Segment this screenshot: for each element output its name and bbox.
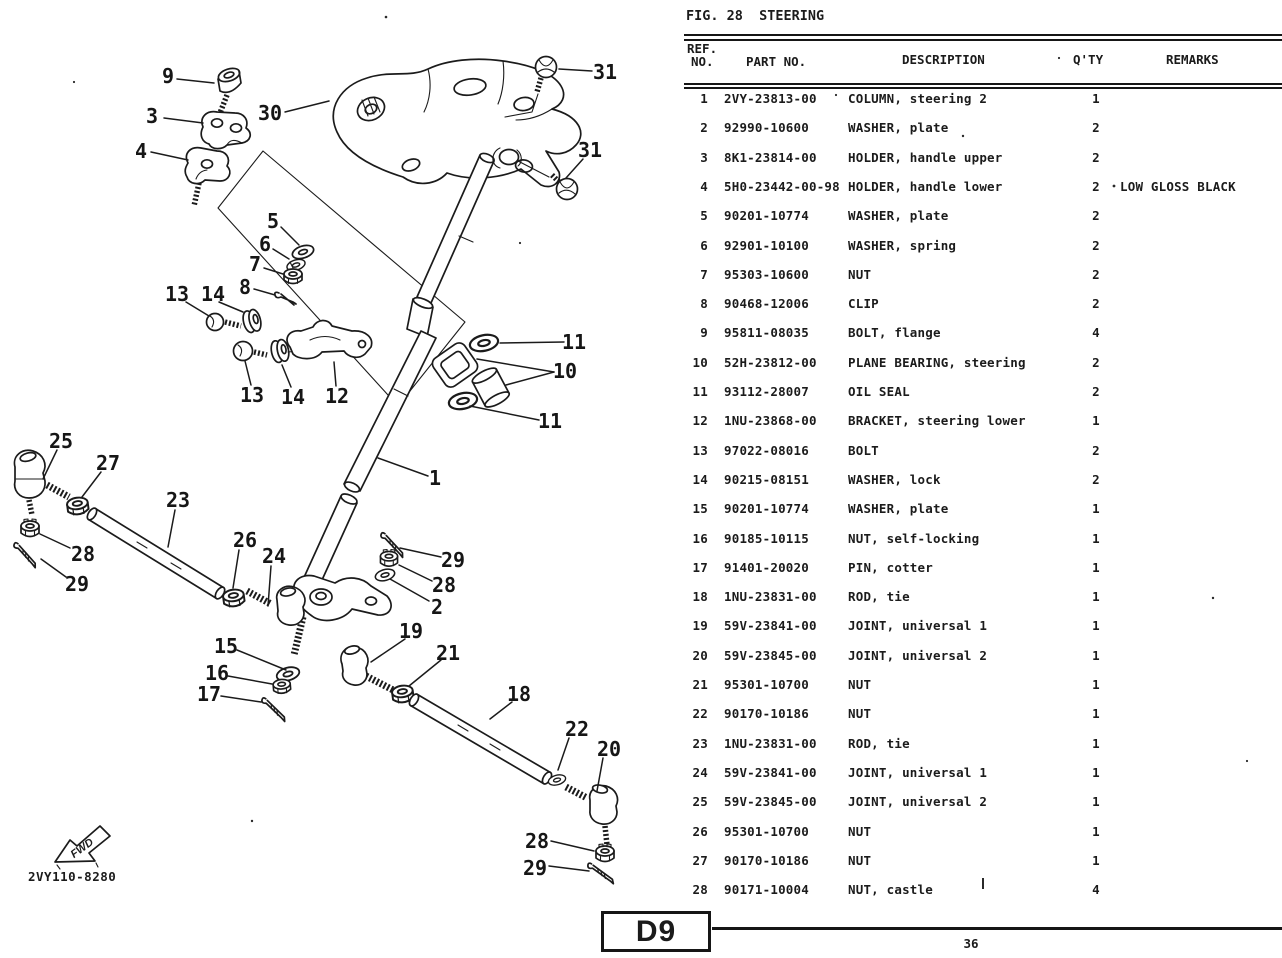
part-tie-rod-18 [408, 692, 554, 785]
cell-description: BOLT [848, 442, 879, 458]
callout-label-2: 2 [430, 595, 444, 619]
part-oil-seal-11-lower [447, 390, 478, 411]
cell-part-no: 90215-08151 [724, 471, 809, 487]
cell-qty: 4 [1092, 882, 1100, 898]
cell-qty: 1 [1092, 413, 1100, 429]
part-clip-8 [275, 292, 296, 305]
cell-ref-no: 28 [692, 882, 708, 898]
part-bolt-13-upper [207, 314, 242, 331]
cell-remarks: LOW GLOSS BLACK [1120, 178, 1236, 194]
cell-description: PIN, cotter [848, 559, 933, 575]
callout-label-14: 14 [280, 385, 306, 409]
leader-line-13 [245, 361, 251, 385]
part-nut-7 [284, 269, 302, 284]
part-cotter-pin-29-bottom [585, 863, 617, 884]
cell-qty: 4 [1092, 325, 1100, 341]
callout-layer [40, 60, 621, 880]
part-holder-3 [201, 112, 250, 149]
cell-description: NUT [848, 266, 872, 282]
table-row [682, 377, 1282, 406]
cell-qty: 1 [1092, 647, 1100, 663]
callout-label-12: 12 [324, 384, 350, 408]
cell-part-no: 95303-10600 [724, 266, 809, 282]
leader-line-28 [40, 534, 70, 548]
cell-part-no: 90201-10774 [724, 501, 809, 517]
cell-qty: 2 [1092, 471, 1100, 487]
header-ref-line2: NO. [691, 54, 714, 69]
cell-ref-no: 9 [700, 325, 708, 341]
cell-ref-no: 1 [700, 91, 708, 106]
cell-part-no: 92901-10100 [724, 237, 809, 253]
part-nut-16 [273, 679, 291, 694]
callout-label-25: 25 [48, 429, 74, 453]
cell-description: JOINT, universal 1 [848, 764, 988, 780]
table-row [682, 670, 1282, 699]
callout-label-3: 3 [145, 104, 159, 128]
cell-ref-no: 5 [700, 208, 708, 224]
callout-label-15: 15 [213, 634, 239, 658]
callout-label-27: 27 [95, 451, 121, 475]
header-qty: Q'TY [1073, 52, 1104, 67]
cell-part-no: 59V-23841-00 [724, 764, 817, 780]
cell-ref-no: 23 [692, 735, 708, 751]
callout-label-7: 7 [248, 252, 262, 276]
cell-description: BRACKET, steering lower [848, 413, 1026, 429]
cell-description: CLIP [848, 296, 879, 312]
cell-part-no: 90468-12006 [724, 296, 809, 312]
table-row [682, 611, 1282, 640]
part-holder-4 [185, 148, 230, 206]
table-row [682, 172, 1282, 201]
part-bolt-13-lower [234, 342, 268, 361]
cell-part-no: 52H-23812-00 [724, 354, 817, 370]
cell-ref-no: 20 [692, 647, 708, 663]
header-ref-line1: REF. [687, 41, 718, 56]
leader-line-5 [281, 227, 299, 245]
leader-line-4 [151, 152, 188, 160]
cell-part-no: 59V-23841-00 [724, 618, 817, 634]
fwd-arrow-icon [55, 826, 110, 869]
callout-label-18: 18 [506, 682, 532, 706]
part-tie-rod-23 [85, 507, 226, 601]
cell-ref-no: 22 [692, 706, 708, 722]
table-row [682, 787, 1282, 816]
leader-line-15 [237, 650, 286, 670]
cell-part-no: 1NU-23868-00 [724, 413, 817, 429]
leader-line-29 [400, 548, 441, 557]
cell-description: WASHER, plate [848, 208, 949, 224]
callout-label-31: 31 [577, 138, 603, 162]
cell-description: OIL SEAL [848, 384, 910, 399]
callout-label-30: 30 [257, 101, 283, 125]
cell-description: ROD, tie [848, 589, 910, 605]
cell-ref-no: 3 [700, 149, 708, 165]
table-rule-top-2 [684, 39, 1282, 41]
leader-line-11 [470, 406, 539, 420]
cell-qty: 1 [1092, 706, 1100, 722]
leader-line-23 [168, 510, 175, 547]
callout-label-13: 13 [239, 383, 265, 407]
cell-qty: 1 [1092, 823, 1100, 839]
cell-qty: 2 [1092, 296, 1100, 312]
cell-description: NUT, castle [848, 882, 933, 898]
leader-line-29 [41, 559, 66, 577]
leader-line-22 [558, 738, 569, 770]
section-code-box [601, 911, 711, 952]
cell-qty: 2 [1092, 149, 1100, 165]
cell-part-no: 93112-28007 [724, 384, 809, 399]
part-castle-nut-28-left [21, 519, 39, 537]
callout-label-28: 28 [70, 542, 96, 566]
cell-description: WASHER, plate [848, 120, 949, 136]
cell-part-no: 90201-10774 [724, 208, 809, 224]
cell-description: NUT, self-locking [848, 530, 980, 546]
cell-description: HOLDER, handle upper [848, 149, 1003, 165]
page-number: 36 [963, 936, 979, 951]
callout-label-11: 11 [537, 409, 563, 433]
callout-label-24: 24 [261, 544, 287, 568]
table-row [682, 231, 1282, 260]
callout-label-17: 17 [196, 682, 222, 706]
cell-ref-no: 16 [692, 530, 708, 546]
part-cotter-pin-17 [258, 697, 290, 721]
cell-part-no: 91401-20020 [724, 559, 809, 575]
header-remarks: REMARKS [1166, 52, 1219, 67]
callout-label-14: 14 [200, 282, 226, 306]
cell-description: BOLT, flange [848, 325, 941, 341]
table-row [682, 84, 1282, 113]
cell-qty: 1 [1092, 618, 1100, 634]
leader-line-8 [254, 289, 275, 295]
cell-description: JOINT, universal 2 [848, 794, 988, 810]
cell-part-no: 95811-08035 [724, 325, 809, 341]
part-bracket-30 [333, 59, 580, 186]
callout-label-10: 10 [552, 359, 578, 383]
cell-qty: 1 [1092, 91, 1100, 106]
bottom-rule [712, 927, 1282, 930]
cell-ref-no: 21 [692, 677, 708, 692]
cell-part-no: 90185-10115 [724, 530, 809, 546]
cell-ref-no: 11 [692, 384, 708, 399]
table-row [682, 758, 1282, 787]
part-nut-27 [66, 496, 89, 515]
leader-line-28 [399, 565, 432, 581]
cell-description: WASHER, spring [848, 237, 957, 253]
callout-label-9: 9 [161, 64, 175, 88]
cell-qty: 2 [1092, 178, 1100, 194]
table-row [682, 582, 1282, 611]
cell-qty: 1 [1092, 530, 1100, 546]
table-row [682, 143, 1282, 172]
table-row [682, 201, 1282, 230]
part-castle-nut-28-bottom [596, 844, 614, 862]
table-row [682, 817, 1282, 846]
callout-label-29: 29 [522, 856, 548, 880]
cell-ref-no: 17 [692, 559, 708, 575]
callout-label-13: 13 [164, 282, 190, 306]
callout-label-6: 6 [258, 232, 272, 256]
cell-ref-no: 14 [692, 471, 708, 487]
cell-description: PLANE BEARING, steering [848, 354, 1026, 370]
cell-qty: 1 [1092, 677, 1100, 692]
leader-line-16 [228, 676, 272, 684]
cell-ref-no: 19 [692, 618, 708, 634]
cell-ref-no: 27 [692, 852, 708, 868]
cell-ref-no: 6 [700, 237, 708, 253]
leader-line-30 [285, 101, 329, 112]
cell-description: ROD, tie [848, 735, 910, 751]
cell-description: NUT [848, 852, 872, 868]
cell-ref-no: 8 [700, 296, 708, 312]
callout-label-20: 20 [596, 737, 622, 761]
cell-part-no: 2VY-23813-00 [724, 91, 817, 106]
cell-qty: 1 [1092, 852, 1100, 868]
cell-part-no: 8K1-23814-00 [724, 149, 817, 165]
callout-label-19: 19 [398, 619, 424, 643]
callout-label-11: 11 [561, 330, 587, 354]
cell-qty: 2 [1092, 442, 1100, 458]
section-code: D9 [635, 914, 677, 948]
leader-line-2 [390, 579, 429, 601]
header-description: DESCRIPTION [902, 52, 985, 67]
cell-part-no: 90170-10186 [724, 706, 809, 722]
part-joint-24 [247, 586, 305, 625]
cell-qty: 1 [1092, 559, 1100, 575]
cell-qty: 2 [1092, 354, 1100, 370]
cell-ref-no: 12 [692, 413, 708, 429]
table-row [682, 465, 1282, 494]
cell-ref-no: 24 [692, 764, 708, 780]
part-washer-14-upper [241, 308, 263, 333]
figure-title: FIG. 28 STEERING [686, 8, 825, 24]
callout-label-31: 31 [592, 60, 618, 84]
part-nut-26 [222, 588, 245, 607]
table-row [682, 729, 1282, 758]
drawing-code: 2VY110-8280 [28, 869, 117, 884]
cell-ref-no: 25 [692, 794, 708, 810]
cell-description: WASHER, lock [848, 471, 941, 487]
cell-qty: 2 [1092, 384, 1100, 399]
table-row [682, 494, 1282, 523]
cell-description: WASHER, plate [848, 501, 949, 517]
cell-qty: 2 [1092, 120, 1100, 136]
table-row [682, 553, 1282, 582]
cell-qty: 1 [1092, 764, 1100, 780]
leader-line-14 [282, 365, 291, 387]
table-rule-top-1 [684, 34, 1282, 36]
cell-part-no: 5H0-23442-00-98 [724, 178, 840, 194]
callout-label-26: 26 [232, 528, 258, 552]
leader-line-10 [506, 372, 554, 385]
cell-description: NUT [848, 823, 872, 839]
leader-line-11 [500, 342, 564, 343]
table-row [682, 348, 1282, 377]
cell-part-no: 59V-23845-00 [724, 794, 817, 810]
leader-line-29 [549, 866, 589, 871]
table-row [682, 260, 1282, 289]
cell-description: JOINT, universal 2 [848, 647, 988, 663]
part-washer-5 [291, 243, 316, 261]
cell-ref-no: 26 [692, 823, 708, 839]
callout-label-4: 4 [134, 139, 148, 163]
callout-label-8: 8 [238, 275, 252, 299]
table-row [682, 524, 1282, 553]
table-row [682, 113, 1282, 142]
callout-label-28: 28 [431, 573, 457, 597]
cell-qty: 2 [1092, 208, 1100, 224]
cell-part-no: 1NU-23831-00 [724, 735, 817, 751]
part-joint-20 [566, 784, 618, 845]
table-row [682, 641, 1282, 670]
part-bracket-12 [287, 320, 372, 358]
cell-part-no: 59V-23845-00 [724, 647, 817, 663]
cell-description: NUT [848, 706, 872, 722]
leader-line-26 [233, 550, 239, 588]
part-bolt-9 [217, 66, 242, 113]
table-row [682, 318, 1282, 347]
leader-line-28 [551, 841, 594, 851]
leader-line-6 [273, 249, 289, 259]
cell-part-no: 97022-08016 [724, 442, 809, 458]
table-row [682, 289, 1282, 318]
cell-ref-no: 18 [692, 589, 708, 605]
callout-label-29: 29 [440, 548, 466, 572]
callout-label-28: 28 [524, 829, 550, 853]
cell-part-no: 95301-10700 [724, 677, 809, 692]
stray-mark [982, 878, 984, 889]
cell-part-no: 90171-10004 [724, 882, 809, 898]
cell-description: HOLDER, handle lower [848, 178, 1003, 194]
table-row [682, 846, 1282, 875]
callout-label-5: 5 [266, 209, 280, 233]
table-row [682, 436, 1282, 465]
table-row [682, 699, 1282, 728]
callout-label-1: 1 [428, 466, 442, 490]
cell-part-no: 95301-10700 [724, 823, 809, 839]
cell-ref-no: 7 [700, 266, 708, 282]
callout-label-23: 23 [165, 488, 191, 512]
callout-label-16: 16 [204, 661, 230, 685]
header-part-no: PART NO. [746, 54, 807, 69]
cell-ref-no: 15 [692, 501, 708, 517]
part-cotter-pin-29-left [9, 542, 41, 568]
cell-ref-no: 2 [700, 120, 708, 136]
cell-ref-no: 13 [692, 442, 708, 458]
leader-line-12 [334, 362, 336, 386]
cell-description: NUT [848, 677, 872, 692]
cell-ref-no: 4 [700, 178, 708, 194]
cell-qty: 1 [1092, 589, 1100, 605]
leader-line-17 [221, 696, 261, 702]
callout-label-22: 22 [564, 717, 590, 741]
leader-line-1 [378, 458, 428, 476]
leader-line-27 [82, 472, 101, 497]
part-oil-seal-11-upper [468, 332, 499, 353]
cell-part-no: 1NU-23831-00 [724, 589, 817, 605]
leader-line-9 [177, 79, 214, 83]
fwd-label: FWD [68, 836, 96, 861]
cell-qty: 2 [1092, 237, 1100, 253]
part-castle-nut-28-mid [380, 550, 397, 567]
callout-label-21: 21 [435, 641, 461, 665]
cell-qty: 1 [1092, 794, 1100, 810]
cell-part-no: 90170-10186 [724, 852, 809, 868]
callout-label-29: 29 [64, 572, 90, 596]
cell-qty: 1 [1092, 735, 1100, 751]
cell-part-no: 92990-10600 [724, 120, 809, 136]
cell-description: COLUMN, steering 2 [848, 91, 988, 106]
cell-description: JOINT, universal 1 [848, 618, 988, 634]
table-row [682, 406, 1282, 435]
cell-qty: 2 [1092, 266, 1100, 282]
cell-qty: 1 [1092, 501, 1100, 517]
part-tie-rod-end-25 [14, 450, 69, 515]
cell-ref-no: 10 [692, 354, 708, 370]
leader-line-31 [559, 69, 592, 71]
leader-line-3 [164, 118, 203, 123]
